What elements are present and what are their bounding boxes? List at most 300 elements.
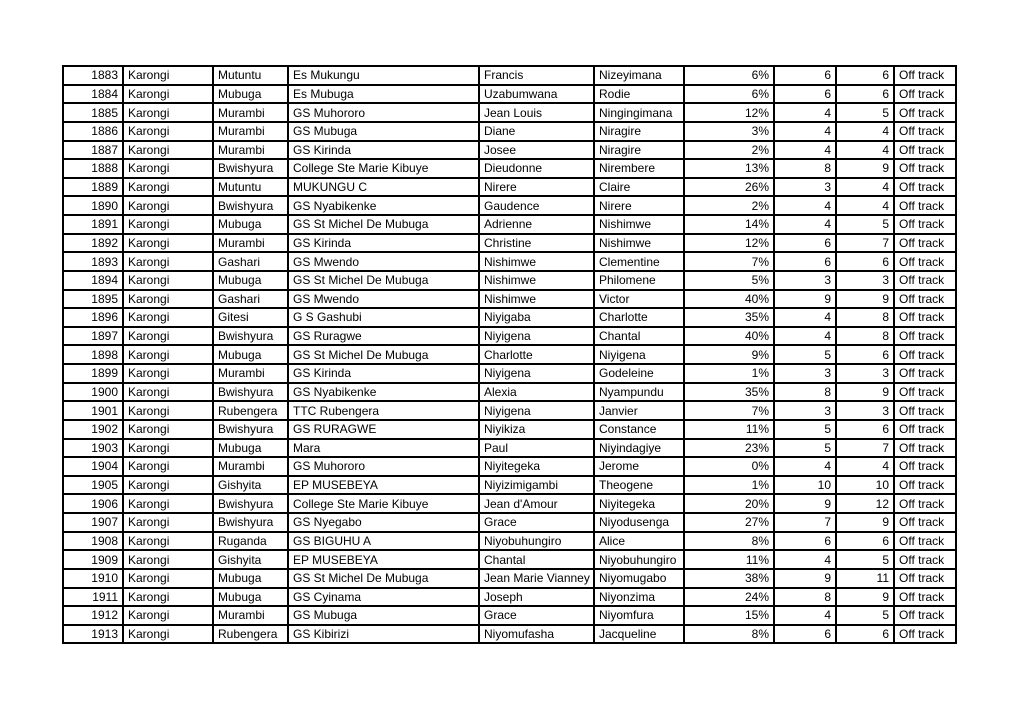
table-row bbox=[63, 457, 956, 476]
cell-first_name: Grace bbox=[479, 606, 594, 625]
cell-school: GS Kibirizi bbox=[288, 625, 479, 644]
table-row bbox=[63, 383, 956, 402]
cell-first_name: Dieudonne bbox=[479, 159, 594, 178]
cell-row_id: 1885 bbox=[63, 103, 123, 122]
cell-percent: 11% bbox=[684, 420, 774, 439]
cell-status: Off track bbox=[894, 196, 956, 215]
cell-school: GS Nyegabo bbox=[288, 513, 479, 532]
cell-score_b: 8 bbox=[836, 327, 894, 346]
cell-district: Karongi bbox=[123, 290, 213, 309]
table-row bbox=[63, 103, 956, 122]
cell-percent: 20% bbox=[684, 494, 774, 513]
cell-last_name: Jerome bbox=[594, 457, 684, 476]
cell-first_name: Niyikiza bbox=[479, 420, 594, 439]
cell-percent: 40% bbox=[684, 327, 774, 346]
cell-score_a: 3 bbox=[774, 401, 836, 420]
cell-row_id: 1896 bbox=[63, 308, 123, 327]
cell-score_a: 3 bbox=[774, 364, 836, 383]
cell-sector: Mubuga bbox=[213, 569, 288, 588]
cell-score_b: 9 bbox=[836, 383, 894, 402]
cell-status: Off track bbox=[894, 159, 956, 178]
cell-status: Off track bbox=[894, 401, 956, 420]
cell-percent: 0% bbox=[684, 457, 774, 476]
cell-percent: 8% bbox=[684, 532, 774, 551]
cell-school: GS BIGUHU A bbox=[288, 532, 479, 551]
cell-sector: Mubuga bbox=[213, 345, 288, 364]
table-body bbox=[63, 66, 956, 643]
table-row bbox=[63, 85, 956, 104]
cell-first_name: Joseph bbox=[479, 588, 594, 607]
cell-district: Karongi bbox=[123, 550, 213, 569]
cell-score_b: 4 bbox=[836, 141, 894, 160]
table-row bbox=[63, 494, 956, 513]
cell-row_id: 1902 bbox=[63, 420, 123, 439]
cell-percent: 5% bbox=[684, 271, 774, 290]
table-row bbox=[63, 271, 956, 290]
cell-last_name: Niyomfura bbox=[594, 606, 684, 625]
cell-row_id: 1883 bbox=[63, 66, 123, 85]
cell-percent: 7% bbox=[684, 252, 774, 271]
cell-row_id: 1890 bbox=[63, 196, 123, 215]
cell-status: Off track bbox=[894, 234, 956, 253]
table-row bbox=[63, 196, 956, 215]
cell-row_id: 1889 bbox=[63, 178, 123, 197]
cell-last_name: Nirembere bbox=[594, 159, 684, 178]
cell-first_name: Christine bbox=[479, 234, 594, 253]
cell-percent: 35% bbox=[684, 308, 774, 327]
cell-score_b: 11 bbox=[836, 569, 894, 588]
cell-percent: 9% bbox=[684, 345, 774, 364]
cell-district: Karongi bbox=[123, 103, 213, 122]
cell-row_id: 1891 bbox=[63, 215, 123, 234]
cell-score_a: 5 bbox=[774, 345, 836, 364]
cell-row_id: 1888 bbox=[63, 159, 123, 178]
cell-score_a: 9 bbox=[774, 494, 836, 513]
cell-school: GS Mwendo bbox=[288, 252, 479, 271]
cell-sector: Rubengera bbox=[213, 625, 288, 644]
cell-percent: 38% bbox=[684, 569, 774, 588]
cell-district: Karongi bbox=[123, 494, 213, 513]
cell-status: Off track bbox=[894, 513, 956, 532]
cell-score_a: 4 bbox=[774, 103, 836, 122]
cell-percent: 7% bbox=[684, 401, 774, 420]
cell-score_b: 5 bbox=[836, 606, 894, 625]
cell-score_a: 6 bbox=[774, 532, 836, 551]
cell-row_id: 1908 bbox=[63, 532, 123, 551]
cell-status: Off track bbox=[894, 569, 956, 588]
cell-score_b: 7 bbox=[836, 439, 894, 458]
cell-score_a: 6 bbox=[774, 625, 836, 644]
cell-score_b: 6 bbox=[836, 625, 894, 644]
cell-sector: Gishyita bbox=[213, 476, 288, 495]
cell-last_name: Nizeyimana bbox=[594, 66, 684, 85]
cell-school: EP MUSEBEYA bbox=[288, 476, 479, 495]
cell-school: GS Kirinda bbox=[288, 234, 479, 253]
cell-score_b: 8 bbox=[836, 308, 894, 327]
cell-last_name: Niyitegeka bbox=[594, 494, 684, 513]
cell-last_name: Niragire bbox=[594, 122, 684, 141]
cell-row_id: 1905 bbox=[63, 476, 123, 495]
cell-sector: Murambi bbox=[213, 234, 288, 253]
table-row bbox=[63, 625, 956, 644]
cell-score_b: 3 bbox=[836, 271, 894, 290]
cell-district: Karongi bbox=[123, 401, 213, 420]
cell-status: Off track bbox=[894, 494, 956, 513]
cell-last_name: Jacqueline bbox=[594, 625, 684, 644]
cell-score_a: 5 bbox=[774, 439, 836, 458]
cell-school: GS St Michel De Mubuga bbox=[288, 569, 479, 588]
cell-district: Karongi bbox=[123, 588, 213, 607]
cell-last_name: Niyobuhungiro bbox=[594, 550, 684, 569]
cell-last_name: Constance bbox=[594, 420, 684, 439]
cell-last_name: Victor bbox=[594, 290, 684, 309]
table-row bbox=[63, 513, 956, 532]
cell-row_id: 1903 bbox=[63, 439, 123, 458]
cell-first_name: Francis bbox=[479, 66, 594, 85]
cell-school: GS Kirinda bbox=[288, 141, 479, 160]
cell-row_id: 1907 bbox=[63, 513, 123, 532]
cell-school: Es Mukungu bbox=[288, 66, 479, 85]
cell-sector: Ruganda bbox=[213, 532, 288, 551]
cell-score_b: 10 bbox=[836, 476, 894, 495]
cell-last_name: Theogene bbox=[594, 476, 684, 495]
cell-first_name: Jean Louis bbox=[479, 103, 594, 122]
cell-district: Karongi bbox=[123, 308, 213, 327]
cell-district: Karongi bbox=[123, 85, 213, 104]
cell-last_name: Clementine bbox=[594, 252, 684, 271]
cell-last_name: Nyampundu bbox=[594, 383, 684, 402]
cell-score_a: 4 bbox=[774, 550, 836, 569]
cell-status: Off track bbox=[894, 122, 956, 141]
cell-row_id: 1897 bbox=[63, 327, 123, 346]
cell-first_name: Niyobuhungiro bbox=[479, 532, 594, 551]
cell-district: Karongi bbox=[123, 420, 213, 439]
data-table bbox=[62, 65, 957, 644]
cell-score_a: 5 bbox=[774, 420, 836, 439]
cell-score_b: 6 bbox=[836, 345, 894, 364]
cell-score_b: 9 bbox=[836, 588, 894, 607]
cell-sector: Gishyita bbox=[213, 550, 288, 569]
cell-score_b: 3 bbox=[836, 401, 894, 420]
cell-school: GS Cyinama bbox=[288, 588, 479, 607]
cell-status: Off track bbox=[894, 85, 956, 104]
cell-district: Karongi bbox=[123, 569, 213, 588]
cell-sector: Mubuga bbox=[213, 215, 288, 234]
cell-district: Karongi bbox=[123, 66, 213, 85]
cell-last_name: Charlotte bbox=[594, 308, 684, 327]
cell-first_name: Gaudence bbox=[479, 196, 594, 215]
cell-district: Karongi bbox=[123, 532, 213, 551]
cell-status: Off track bbox=[894, 476, 956, 495]
cell-status: Off track bbox=[894, 383, 956, 402]
cell-row_id: 1899 bbox=[63, 364, 123, 383]
cell-score_a: 8 bbox=[774, 588, 836, 607]
cell-school: Es Mubuga bbox=[288, 85, 479, 104]
cell-sector: Murambi bbox=[213, 457, 288, 476]
cell-percent: 8% bbox=[684, 625, 774, 644]
cell-first_name: Diane bbox=[479, 122, 594, 141]
cell-score_a: 4 bbox=[774, 457, 836, 476]
cell-row_id: 1904 bbox=[63, 457, 123, 476]
cell-school: GS Nyabikenke bbox=[288, 196, 479, 215]
cell-sector: Mubuga bbox=[213, 271, 288, 290]
cell-first_name: Grace bbox=[479, 513, 594, 532]
cell-percent: 14% bbox=[684, 215, 774, 234]
table-row bbox=[63, 401, 956, 420]
cell-sector: Bwishyura bbox=[213, 513, 288, 532]
table-row bbox=[63, 234, 956, 253]
cell-status: Off track bbox=[894, 439, 956, 458]
cell-percent: 11% bbox=[684, 550, 774, 569]
cell-first_name: Nishimwe bbox=[479, 252, 594, 271]
cell-score_a: 10 bbox=[774, 476, 836, 495]
cell-row_id: 1906 bbox=[63, 494, 123, 513]
cell-status: Off track bbox=[894, 327, 956, 346]
cell-percent: 26% bbox=[684, 178, 774, 197]
cell-last_name: Niyonzima bbox=[594, 588, 684, 607]
cell-first_name: Niyitegeka bbox=[479, 457, 594, 476]
cell-last_name: Niyindagiye bbox=[594, 439, 684, 458]
cell-score_a: 4 bbox=[774, 308, 836, 327]
cell-school: GS St Michel De Mubuga bbox=[288, 345, 479, 364]
cell-status: Off track bbox=[894, 141, 956, 160]
cell-sector: Gashari bbox=[213, 252, 288, 271]
cell-last_name: Rodie bbox=[594, 85, 684, 104]
cell-score_b: 6 bbox=[836, 420, 894, 439]
cell-score_a: 6 bbox=[774, 234, 836, 253]
cell-district: Karongi bbox=[123, 513, 213, 532]
cell-sector: Bwishyura bbox=[213, 383, 288, 402]
cell-sector: Bwishyura bbox=[213, 159, 288, 178]
cell-district: Karongi bbox=[123, 122, 213, 141]
cell-percent: 6% bbox=[684, 66, 774, 85]
cell-score_b: 7 bbox=[836, 234, 894, 253]
cell-last_name: Niyigena bbox=[594, 345, 684, 364]
cell-score_a: 7 bbox=[774, 513, 836, 532]
cell-score_b: 4 bbox=[836, 122, 894, 141]
cell-row_id: 1886 bbox=[63, 122, 123, 141]
cell-status: Off track bbox=[894, 364, 956, 383]
cell-district: Karongi bbox=[123, 364, 213, 383]
cell-score_b: 5 bbox=[836, 103, 894, 122]
cell-school: TTC Rubengera bbox=[288, 401, 479, 420]
cell-school: GS RURAGWE bbox=[288, 420, 479, 439]
cell-percent: 1% bbox=[684, 476, 774, 495]
cell-first_name: Jean d'Amour bbox=[479, 494, 594, 513]
cell-percent: 23% bbox=[684, 439, 774, 458]
table-row bbox=[63, 420, 956, 439]
cell-school: EP MUSEBEYA bbox=[288, 550, 479, 569]
cell-status: Off track bbox=[894, 420, 956, 439]
cell-district: Karongi bbox=[123, 215, 213, 234]
cell-status: Off track bbox=[894, 550, 956, 569]
cell-last_name: Nishimwe bbox=[594, 234, 684, 253]
table-row bbox=[63, 122, 956, 141]
cell-school: GS Mubuga bbox=[288, 606, 479, 625]
cell-score_b: 6 bbox=[836, 85, 894, 104]
cell-last_name: Nirere bbox=[594, 196, 684, 215]
cell-school: GS St Michel De Mubuga bbox=[288, 271, 479, 290]
table-row bbox=[63, 308, 956, 327]
cell-first_name: Niyigena bbox=[479, 327, 594, 346]
cell-district: Karongi bbox=[123, 625, 213, 644]
cell-sector: Mubuga bbox=[213, 588, 288, 607]
cell-percent: 6% bbox=[684, 85, 774, 104]
table-row bbox=[63, 550, 956, 569]
cell-score_b: 3 bbox=[836, 364, 894, 383]
cell-school: G S Gashubi bbox=[288, 308, 479, 327]
cell-row_id: 1912 bbox=[63, 606, 123, 625]
cell-percent: 40% bbox=[684, 290, 774, 309]
cell-sector: Bwishyura bbox=[213, 494, 288, 513]
cell-status: Off track bbox=[894, 66, 956, 85]
cell-score_a: 8 bbox=[774, 159, 836, 178]
cell-school: Mara bbox=[288, 439, 479, 458]
cell-sector: Gashari bbox=[213, 290, 288, 309]
cell-first_name: Niyigena bbox=[479, 401, 594, 420]
table-row bbox=[63, 364, 956, 383]
cell-status: Off track bbox=[894, 103, 956, 122]
cell-district: Karongi bbox=[123, 457, 213, 476]
table-row bbox=[63, 159, 956, 178]
cell-first_name: Josee bbox=[479, 141, 594, 160]
cell-score_b: 5 bbox=[836, 215, 894, 234]
cell-first_name: Niyigaba bbox=[479, 308, 594, 327]
cell-last_name: Niyodusenga bbox=[594, 513, 684, 532]
cell-score_a: 6 bbox=[774, 66, 836, 85]
table-row bbox=[63, 588, 956, 607]
cell-school: GS Mwendo bbox=[288, 290, 479, 309]
cell-first_name: Paul bbox=[479, 439, 594, 458]
cell-status: Off track bbox=[894, 290, 956, 309]
cell-score_b: 9 bbox=[836, 290, 894, 309]
cell-row_id: 1895 bbox=[63, 290, 123, 309]
table-row bbox=[63, 569, 956, 588]
cell-district: Karongi bbox=[123, 439, 213, 458]
cell-status: Off track bbox=[894, 271, 956, 290]
cell-sector: Murambi bbox=[213, 141, 288, 160]
cell-sector: Mubuga bbox=[213, 439, 288, 458]
cell-sector: Rubengera bbox=[213, 401, 288, 420]
cell-district: Karongi bbox=[123, 327, 213, 346]
cell-status: Off track bbox=[894, 215, 956, 234]
cell-sector: Bwishyura bbox=[213, 420, 288, 439]
cell-row_id: 1901 bbox=[63, 401, 123, 420]
cell-first_name: Niyigena bbox=[479, 364, 594, 383]
cell-status: Off track bbox=[894, 178, 956, 197]
cell-school: College Ste Marie Kibuye bbox=[288, 494, 479, 513]
cell-district: Karongi bbox=[123, 159, 213, 178]
cell-score_a: 9 bbox=[774, 569, 836, 588]
cell-score_b: 6 bbox=[836, 532, 894, 551]
cell-score_a: 8 bbox=[774, 383, 836, 402]
cell-first_name: Uzabumwana bbox=[479, 85, 594, 104]
cell-score_a: 4 bbox=[774, 606, 836, 625]
cell-percent: 12% bbox=[684, 103, 774, 122]
cell-district: Karongi bbox=[123, 234, 213, 253]
cell-sector: Bwishyura bbox=[213, 196, 288, 215]
cell-last_name: Niyomugabo bbox=[594, 569, 684, 588]
cell-district: Karongi bbox=[123, 383, 213, 402]
cell-school: GS Muhororo bbox=[288, 457, 479, 476]
cell-sector: Mutuntu bbox=[213, 66, 288, 85]
cell-status: Off track bbox=[894, 625, 956, 644]
cell-percent: 3% bbox=[684, 122, 774, 141]
cell-district: Karongi bbox=[123, 178, 213, 197]
cell-percent: 15% bbox=[684, 606, 774, 625]
cell-district: Karongi bbox=[123, 476, 213, 495]
cell-score_a: 9 bbox=[774, 290, 836, 309]
cell-school: GS Muhororo bbox=[288, 103, 479, 122]
cell-percent: 12% bbox=[684, 234, 774, 253]
table-row bbox=[63, 476, 956, 495]
cell-status: Off track bbox=[894, 457, 956, 476]
cell-last_name: Claire bbox=[594, 178, 684, 197]
cell-row_id: 1884 bbox=[63, 85, 123, 104]
cell-district: Karongi bbox=[123, 606, 213, 625]
cell-first_name: Jean Marie Vianney bbox=[479, 569, 594, 588]
cell-score_a: 4 bbox=[774, 141, 836, 160]
cell-row_id: 1909 bbox=[63, 550, 123, 569]
table-row bbox=[63, 532, 956, 551]
table-row bbox=[63, 606, 956, 625]
cell-last_name: Chantal bbox=[594, 327, 684, 346]
cell-sector: Mutuntu bbox=[213, 178, 288, 197]
cell-score_b: 4 bbox=[836, 196, 894, 215]
cell-score_a: 4 bbox=[774, 215, 836, 234]
cell-first_name: Nishimwe bbox=[479, 271, 594, 290]
table-row bbox=[63, 439, 956, 458]
cell-school: GS Mubuga bbox=[288, 122, 479, 141]
cell-percent: 1% bbox=[684, 364, 774, 383]
table-row bbox=[63, 178, 956, 197]
cell-last_name: Nishimwe bbox=[594, 215, 684, 234]
cell-percent: 24% bbox=[684, 588, 774, 607]
cell-district: Karongi bbox=[123, 141, 213, 160]
cell-first_name: Chantal bbox=[479, 550, 594, 569]
cell-school: GS Ruragwe bbox=[288, 327, 479, 346]
cell-score_b: 6 bbox=[836, 66, 894, 85]
cell-first_name: Adrienne bbox=[479, 215, 594, 234]
cell-last_name: Niragire bbox=[594, 141, 684, 160]
cell-sector: Murambi bbox=[213, 606, 288, 625]
cell-score_b: 4 bbox=[836, 457, 894, 476]
cell-row_id: 1913 bbox=[63, 625, 123, 644]
cell-sector: Murambi bbox=[213, 103, 288, 122]
cell-first_name: Nishimwe bbox=[479, 290, 594, 309]
cell-last_name: Godeleine bbox=[594, 364, 684, 383]
cell-score_b: 4 bbox=[836, 178, 894, 197]
cell-percent: 35% bbox=[684, 383, 774, 402]
cell-row_id: 1892 bbox=[63, 234, 123, 253]
cell-sector: Murambi bbox=[213, 364, 288, 383]
cell-last_name: Janvier bbox=[594, 401, 684, 420]
cell-score_b: 5 bbox=[836, 550, 894, 569]
table-row bbox=[63, 215, 956, 234]
cell-score_a: 3 bbox=[774, 271, 836, 290]
cell-first_name: Alexia bbox=[479, 383, 594, 402]
cell-sector: Mubuga bbox=[213, 85, 288, 104]
cell-sector: Murambi bbox=[213, 122, 288, 141]
cell-status: Off track bbox=[894, 345, 956, 364]
cell-percent: 2% bbox=[684, 141, 774, 160]
cell-score_b: 12 bbox=[836, 494, 894, 513]
cell-last_name: Philomene bbox=[594, 271, 684, 290]
cell-first_name: Niyomufasha bbox=[479, 625, 594, 644]
cell-sector: Bwishyura bbox=[213, 327, 288, 346]
cell-last_name: Ningingimana bbox=[594, 103, 684, 122]
table-row bbox=[63, 141, 956, 160]
